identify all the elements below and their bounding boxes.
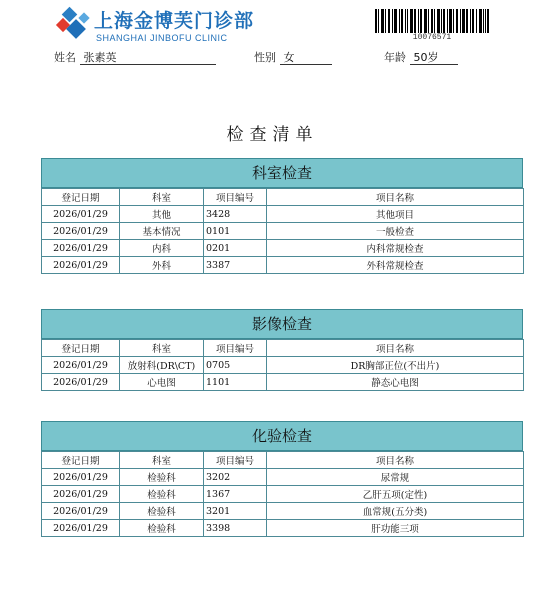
table-row	[42, 503, 524, 520]
table-cell: 静态心电图	[267, 374, 524, 391]
table-cell: 2026/01/29	[42, 357, 120, 374]
table-cell: 检验科	[120, 520, 204, 537]
table-cell: 心电图	[120, 374, 204, 391]
section-title: 科室检查	[41, 158, 523, 188]
column-header: 项目名称	[267, 340, 524, 357]
table-cell: 放射科(DR\CT)	[120, 357, 204, 374]
table-cell: 检验科	[120, 469, 204, 486]
table-cell: 外科	[120, 257, 204, 274]
table-cell: 2026/01/29	[42, 240, 120, 257]
table-cell: 1101	[204, 374, 267, 391]
column-header: 项目编号	[204, 452, 267, 469]
table-cell: 检验科	[120, 486, 204, 503]
exam-section	[41, 421, 523, 537]
exam-table	[41, 339, 524, 391]
table-cell: 3428	[204, 206, 267, 223]
exam-table	[41, 451, 524, 537]
table-row	[42, 469, 524, 486]
section-title: 影像检查	[41, 309, 523, 339]
table-cell: 尿常规	[267, 469, 524, 486]
column-header: 登记日期	[42, 452, 120, 469]
barcode	[375, 9, 489, 33]
section-title: 化验检查	[41, 421, 523, 451]
table-cell: 2026/01/29	[42, 469, 120, 486]
table-cell: 3201	[204, 503, 267, 520]
table-cell: 血常规(五分类)	[267, 503, 524, 520]
table-cell: 2026/01/29	[42, 503, 120, 520]
table-cell: 乙肝五项(定性)	[267, 486, 524, 503]
table-cell: 一般检查	[267, 223, 524, 240]
column-header: 科室	[120, 340, 204, 357]
clinic-logo-icon	[55, 4, 95, 44]
table-row	[42, 486, 524, 503]
table-cell: 2026/01/29	[42, 374, 120, 391]
table-cell: 0101	[204, 223, 267, 240]
page-title: 检查清单	[226, 125, 319, 145]
table-header-row	[42, 340, 524, 357]
gender-label: 性别	[254, 51, 276, 64]
table-cell: 内科常规检查	[267, 240, 524, 257]
exam-table	[41, 188, 524, 274]
table-header-row	[42, 452, 524, 469]
table-cell: 外科常规检查	[267, 257, 524, 274]
patient-age: 50岁	[410, 49, 458, 65]
table-cell: 2026/01/29	[42, 257, 120, 274]
column-header: 登记日期	[42, 189, 120, 206]
table-cell: 3202	[204, 469, 267, 486]
table-cell: 检验科	[120, 503, 204, 520]
table-row	[42, 240, 524, 257]
column-header: 项目名称	[267, 189, 524, 206]
table-cell: 0705	[204, 357, 267, 374]
clinic-name-cn: 上海金博芙门诊部	[94, 10, 255, 32]
table-cell: 基本情况	[120, 223, 204, 240]
page-header	[0, 0, 545, 80]
table-row	[42, 374, 524, 391]
table-cell: 内科	[120, 240, 204, 257]
table-header-row	[42, 189, 524, 206]
table-cell: 0201	[204, 240, 267, 257]
patient-gender: 女	[280, 49, 332, 65]
table-cell: 3387	[204, 257, 267, 274]
column-header: 项目编号	[204, 340, 267, 357]
table-row	[42, 520, 524, 537]
table-cell: DR胸部正位(不出片)	[267, 357, 524, 374]
patient-name-field	[54, 49, 216, 65]
exam-section	[41, 158, 523, 274]
column-header: 科室	[120, 452, 204, 469]
exam-section	[41, 309, 523, 391]
table-cell: 2026/01/29	[42, 223, 120, 240]
table-cell: 2026/01/29	[42, 206, 120, 223]
table-row	[42, 206, 524, 223]
name-label: 姓名	[54, 51, 76, 64]
column-header: 科室	[120, 189, 204, 206]
table-cell: 2026/01/29	[42, 486, 120, 503]
table-row	[42, 357, 524, 374]
patient-age-field	[384, 49, 458, 65]
patient-gender-field	[254, 49, 332, 65]
barcode-number: 10076571	[412, 33, 452, 42]
patient-name: 张素英	[80, 49, 216, 65]
clinic-name-en: SHANGHAI JINBOFU CLINIC	[96, 33, 228, 43]
table-cell: 其他项目	[267, 206, 524, 223]
table-cell: 其他	[120, 206, 204, 223]
table-cell: 肝功能三项	[267, 520, 524, 537]
table-cell: 1367	[204, 486, 267, 503]
column-header: 项目名称	[267, 452, 524, 469]
table-row	[42, 257, 524, 274]
column-header: 项目编号	[204, 189, 267, 206]
age-label: 年龄	[384, 51, 406, 64]
table-row	[42, 223, 524, 240]
table-cell: 3398	[204, 520, 267, 537]
table-cell: 2026/01/29	[42, 520, 120, 537]
column-header: 登记日期	[42, 340, 120, 357]
